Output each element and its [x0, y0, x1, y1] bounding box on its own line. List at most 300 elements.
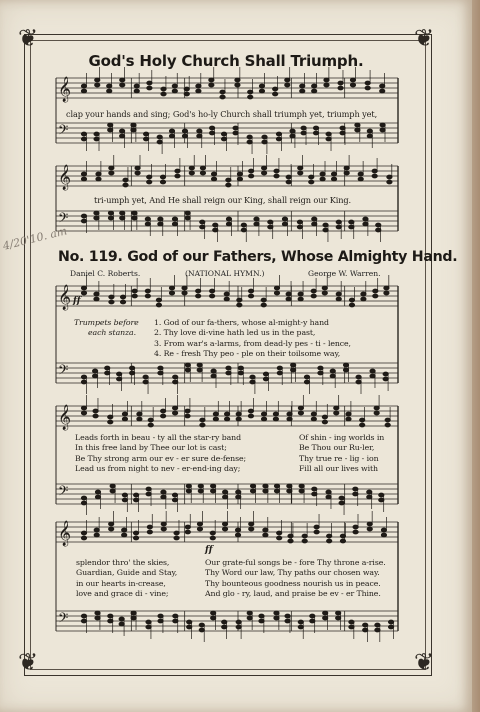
note-head [132, 294, 137, 298]
note-head [301, 131, 306, 135]
note-head [285, 83, 290, 87]
note-head [169, 134, 174, 138]
note-head [367, 495, 372, 499]
note-head [379, 498, 384, 502]
note-head [143, 375, 148, 379]
note-head [224, 417, 229, 421]
note-head [365, 81, 370, 85]
note-head [247, 140, 252, 144]
note-head [322, 420, 327, 424]
note-head [248, 414, 253, 418]
note-head [222, 522, 227, 526]
note-head [298, 166, 303, 170]
note-head [367, 522, 372, 526]
note-head [250, 489, 255, 493]
note-head [334, 406, 339, 410]
note-head [286, 297, 291, 301]
note-head [93, 409, 98, 413]
note-head [262, 135, 267, 139]
note-head [173, 406, 178, 410]
note-head [145, 294, 150, 298]
note-head [349, 620, 354, 624]
note-head [236, 490, 241, 494]
note-head [182, 134, 187, 138]
note-head [145, 222, 150, 226]
note-head [356, 375, 361, 379]
note-head [326, 132, 331, 136]
note-head [131, 123, 136, 127]
note-head [223, 495, 228, 499]
note-head [209, 78, 214, 82]
note-head [120, 216, 125, 220]
note-head [263, 372, 268, 376]
note-head [81, 219, 86, 223]
note-head [250, 375, 255, 379]
note-head [173, 411, 178, 415]
note-head [222, 620, 227, 624]
note-head [94, 137, 99, 141]
note-head [172, 498, 177, 502]
note-head [277, 531, 282, 535]
note-head [185, 216, 190, 220]
note-head [250, 380, 255, 384]
note-head [336, 220, 341, 224]
note-head [81, 411, 86, 415]
note-head [146, 620, 151, 624]
note-head [276, 132, 281, 136]
note-head [311, 294, 316, 298]
note-head [353, 530, 358, 534]
note-head [134, 89, 139, 93]
treble-clef-icon: 𝄞 [58, 77, 72, 102]
note-head [237, 303, 242, 307]
note-head [200, 418, 205, 422]
note-head [238, 366, 243, 370]
note-head [301, 126, 306, 130]
note-head [199, 628, 204, 632]
note-head [94, 132, 99, 136]
note-head [274, 611, 279, 615]
note-head [237, 177, 242, 181]
note-head [340, 539, 345, 543]
note-head [238, 371, 243, 375]
note-head [156, 298, 161, 302]
note-head [336, 292, 341, 296]
note-head [161, 87, 166, 91]
note-head [358, 177, 363, 181]
note-head [282, 222, 287, 226]
note-head [182, 286, 187, 290]
note-head [108, 619, 113, 623]
note-head [276, 137, 281, 141]
note-head [312, 222, 317, 226]
note-head [336, 611, 341, 615]
note-head [197, 368, 202, 372]
note-head [367, 527, 372, 531]
note-head [161, 522, 166, 526]
note-head [324, 83, 329, 87]
note-head [135, 166, 140, 170]
note-head [247, 611, 252, 615]
note-head [108, 420, 113, 424]
note-head [95, 490, 100, 494]
note-head [346, 417, 351, 421]
note-head [350, 83, 355, 87]
note-head [160, 180, 165, 184]
note-head [172, 84, 177, 88]
note-head [81, 132, 86, 136]
note-head [263, 533, 268, 537]
note-head [220, 95, 225, 99]
note-head [323, 611, 328, 615]
note-head [211, 172, 216, 176]
note-head [285, 614, 290, 618]
corner-ornament-icon: ❦ [413, 648, 435, 676]
note-head [380, 128, 385, 132]
note-head [372, 169, 377, 173]
note-head [185, 414, 190, 418]
note-head [367, 490, 372, 494]
note-head [189, 171, 194, 175]
note-head [367, 134, 372, 138]
note-head [263, 377, 268, 381]
note-head [388, 620, 393, 624]
stanza-line: Of shin - ing worlds in [299, 433, 385, 442]
note-head [109, 166, 114, 170]
note-head [226, 183, 231, 187]
note-head [334, 411, 339, 415]
note-head [189, 166, 194, 170]
note-head [314, 525, 319, 529]
note-head [147, 525, 152, 529]
note-head [349, 625, 354, 629]
note-head [388, 625, 393, 629]
note-head [81, 531, 86, 535]
note-head [81, 496, 86, 500]
note-head [236, 495, 241, 499]
note-head [263, 528, 268, 532]
note-head [274, 484, 279, 488]
note-head [108, 216, 113, 220]
stanza-line: Our grate-ful songs be - fore Thy throne a-rise. [205, 558, 386, 567]
note-head [274, 286, 279, 290]
note-head [274, 174, 279, 178]
note-head [312, 89, 317, 93]
stanza-line: Be Thou our Ru-ler, [299, 443, 375, 453]
note-head [147, 86, 152, 90]
note-head [148, 423, 153, 427]
note-head [223, 490, 228, 494]
note-head [130, 366, 135, 370]
note-head [169, 291, 174, 295]
note-head [131, 611, 136, 615]
note-head [254, 222, 259, 226]
note-head [197, 522, 202, 526]
note-head [299, 484, 304, 488]
note-head [277, 371, 282, 375]
note-head [380, 84, 385, 88]
note-head [123, 183, 128, 187]
note-head [381, 528, 386, 532]
note-head [122, 417, 127, 421]
note-head [147, 180, 152, 184]
note-head [226, 217, 231, 221]
stanza-line: Thy true re - lig - ion [299, 453, 379, 463]
note-head [367, 129, 372, 133]
note-head [109, 300, 114, 304]
lyric-line: clap your hands and sing; God's ho-ly Church shall triumph yet, triumph yet, [66, 109, 378, 119]
note-head [81, 177, 86, 181]
note-head [344, 166, 349, 170]
note-head [263, 489, 268, 493]
note-head [236, 620, 241, 624]
note-head [374, 406, 379, 410]
note-head [211, 616, 216, 620]
note-head [175, 169, 180, 173]
note-head [109, 295, 114, 299]
note-head [198, 484, 203, 488]
note-head [134, 493, 139, 497]
note-head [247, 616, 252, 620]
note-head [300, 89, 305, 93]
note-head [248, 289, 253, 293]
note-head [286, 180, 291, 184]
note-head [349, 225, 354, 229]
note-head [291, 368, 296, 372]
note-head [131, 128, 136, 132]
note-head [210, 289, 215, 293]
note-head [94, 533, 99, 537]
note-head [122, 533, 127, 537]
note-head [196, 84, 201, 88]
note-head [330, 369, 335, 373]
note-head [108, 128, 113, 132]
note-head [236, 417, 241, 421]
stanza-line: Thy Word our law, Thy paths our chosen way. [205, 568, 380, 578]
note-head [290, 134, 295, 138]
note-head [297, 225, 302, 229]
note-head [81, 214, 86, 218]
note-head [200, 166, 205, 170]
note-head [199, 623, 204, 627]
note-head [81, 172, 86, 176]
note-head [235, 78, 240, 82]
note-head [133, 536, 138, 540]
stanza-block [154, 318, 351, 359]
note-head [277, 366, 282, 370]
note-head [336, 616, 341, 620]
note-head [107, 89, 112, 93]
note-head [174, 536, 179, 540]
note-head [209, 83, 214, 87]
note-head [122, 412, 127, 416]
note-head [353, 487, 358, 491]
note-head [346, 412, 351, 416]
note-head [96, 172, 101, 176]
note-head [233, 126, 238, 130]
note-head [273, 417, 278, 421]
note-head [254, 217, 259, 221]
note-head [94, 292, 99, 296]
note-head [143, 380, 148, 384]
note-head [298, 620, 303, 624]
note-head [157, 135, 162, 139]
note-head [210, 131, 215, 135]
note-head [108, 614, 113, 618]
note-head [339, 501, 344, 505]
note-head [322, 415, 327, 419]
note-head [235, 83, 240, 87]
note-head [268, 225, 273, 229]
note-head [175, 174, 180, 178]
note-head [210, 536, 215, 540]
note-head [273, 412, 278, 416]
note-head [288, 534, 293, 538]
note-head [185, 363, 190, 367]
bass-clef-icon: 𝄢 [58, 483, 69, 502]
note-head [249, 174, 254, 178]
note-head [327, 539, 332, 543]
note-head [213, 417, 218, 421]
note-head [184, 87, 189, 91]
note-head [173, 375, 178, 379]
note-head [326, 137, 331, 141]
note-head [365, 86, 370, 90]
note-head [186, 489, 191, 493]
stanza-line: 1. God of our fa-thers, whose al-might-y hand [154, 318, 329, 327]
pencil-annotation: 4/20'10. am [1, 224, 69, 253]
note-head [185, 211, 190, 215]
note-head [384, 286, 389, 290]
note-head [119, 617, 124, 621]
note-head [302, 534, 307, 538]
note-head [322, 286, 327, 290]
stanza-line: Thy bounteous goodness nourish us in peace. [205, 578, 381, 588]
note-head [286, 175, 291, 179]
note-head [137, 417, 142, 421]
note-head [120, 295, 125, 299]
instruction-text: Trumpets before [74, 318, 139, 327]
note-head [172, 493, 177, 497]
note-head [120, 78, 125, 82]
note-head [313, 126, 318, 130]
note-head [108, 415, 113, 419]
note-head [210, 294, 215, 298]
note-head [117, 372, 122, 376]
note-head [330, 374, 335, 378]
note-head [119, 622, 124, 626]
note-head [323, 228, 328, 232]
note-head [96, 177, 101, 181]
note-head [274, 291, 279, 295]
note-head [320, 177, 325, 181]
note-head [220, 90, 225, 94]
note-head [309, 180, 314, 184]
note-head [236, 625, 241, 629]
note-head [349, 298, 354, 302]
note-head [95, 611, 100, 615]
note-head [95, 78, 100, 82]
note-head [323, 616, 328, 620]
note-head [158, 366, 163, 370]
note-head [331, 172, 336, 176]
note-head [285, 619, 290, 623]
note-head [363, 222, 368, 226]
note-head [135, 171, 140, 175]
note-head [122, 498, 127, 502]
note-head [81, 380, 86, 384]
note-head [248, 294, 253, 298]
note-head [310, 614, 315, 618]
note-head [109, 171, 114, 175]
note-head [224, 297, 229, 301]
note-head [147, 175, 152, 179]
corner-ornament-icon: ❦ [17, 24, 39, 52]
note-head [156, 303, 161, 307]
note-head [172, 217, 177, 221]
note-head [304, 375, 309, 379]
note-head [161, 92, 166, 96]
note-head [318, 371, 323, 375]
note-head [261, 303, 266, 307]
note-head [387, 175, 392, 179]
note-head [158, 222, 163, 226]
note-head [312, 217, 317, 221]
hymn-title-top: God's Holy Church Shall Triumph. [88, 52, 364, 70]
note-head [200, 220, 205, 224]
note-head [169, 129, 174, 133]
note-head [298, 411, 303, 415]
note-head [287, 484, 292, 488]
stanza-block [299, 433, 384, 474]
bass-clef-icon: 𝄢 [58, 122, 69, 141]
hymn-title: No. 119. God of our Fathers, Whose Almighty Hand. [58, 249, 458, 265]
note-head [186, 484, 191, 488]
note-head [263, 484, 268, 488]
note-head [249, 169, 254, 173]
note-head [94, 297, 99, 301]
note-head [93, 369, 98, 373]
note-head [353, 492, 358, 496]
note-head [355, 128, 360, 132]
note-head [210, 126, 215, 130]
note-head [94, 216, 99, 220]
note-head [298, 406, 303, 410]
note-head [196, 294, 201, 298]
note-head [120, 83, 125, 87]
stanza-line: Fill all our lives with [299, 463, 378, 473]
note-head [107, 84, 112, 88]
note-head [274, 169, 279, 173]
stanza-line: splendor thro' the skies, [76, 558, 170, 567]
note-head [222, 625, 227, 629]
note-head [105, 371, 110, 375]
note-head [241, 228, 246, 232]
stanza-block [75, 433, 246, 474]
stanza-line: Be Thy strong arm our ev - er sure de-fense; [75, 453, 247, 463]
note-head [172, 222, 177, 226]
note-head [312, 487, 317, 491]
note-head [327, 534, 332, 538]
note-head [349, 303, 354, 307]
note-head [320, 172, 325, 176]
note-head [311, 417, 316, 421]
note-head [259, 614, 264, 618]
note-head [211, 374, 216, 378]
note-head [81, 501, 86, 505]
note-head [343, 368, 348, 372]
stanza-line: Guardian, Guide and Stay, [76, 568, 178, 578]
